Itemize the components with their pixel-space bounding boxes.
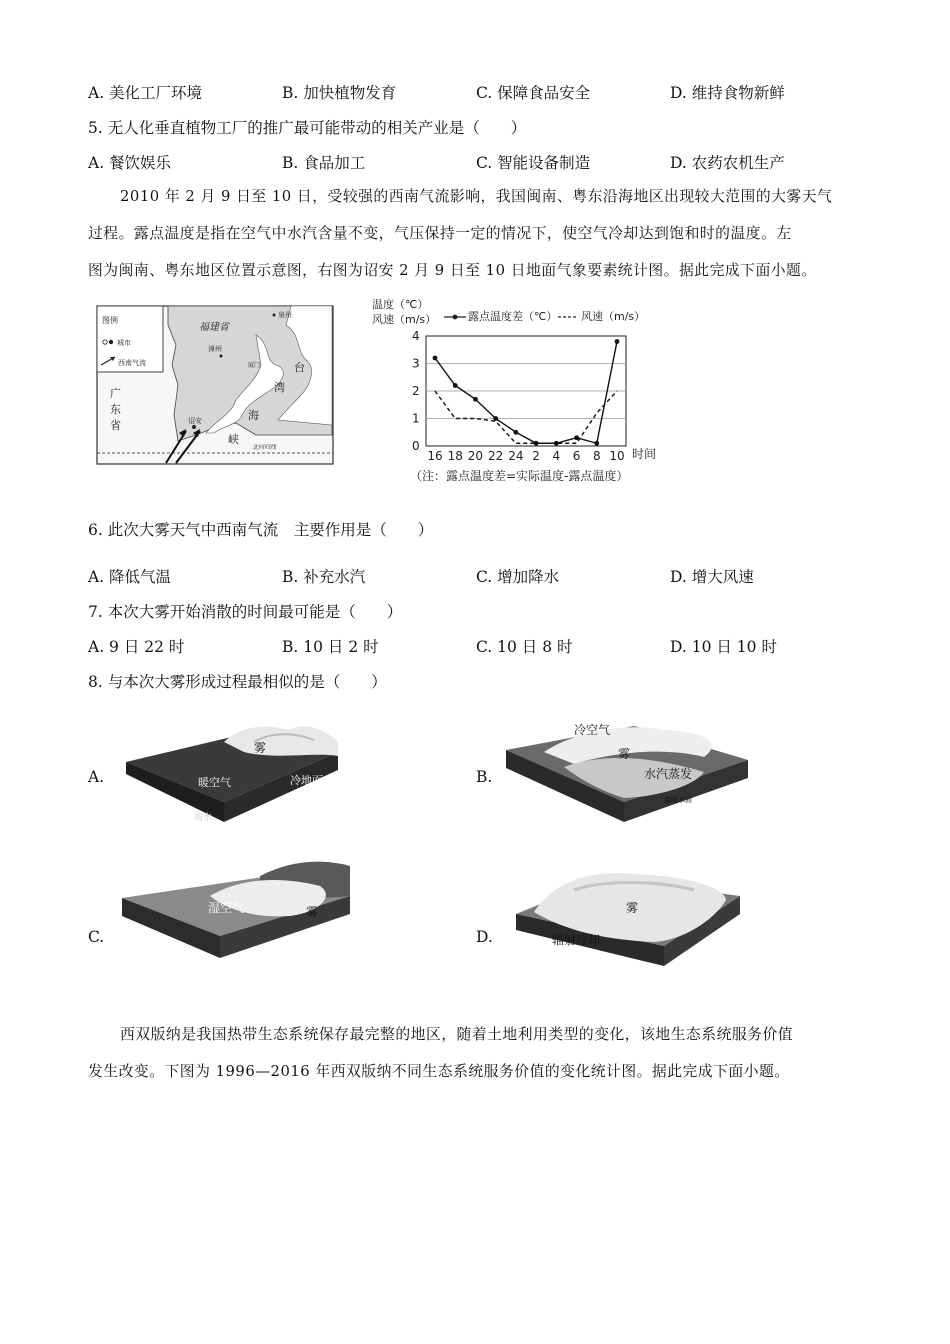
q7-option-c: C. 10 日 8 时: [476, 638, 573, 656]
x-tick-label: 4: [552, 449, 561, 463]
passage-fog-line-1: 2010 年 2 月 9 日至 10 日，受较强的西南气流影响，我国闽南、粤东沿海地区出现较大范围的大雾天气: [120, 188, 833, 205]
q7-option-a: A. 9 日 22 时: [88, 638, 185, 656]
wind-speed-line: [435, 391, 617, 443]
chart-note: （注：露点温度差=实际温度-露点温度）: [410, 469, 629, 483]
scene-a-sea: 海水: [194, 813, 213, 823]
q4-option-d: D. 维持食物新鲜: [670, 84, 785, 102]
y-tick-label: 3: [412, 356, 420, 371]
y-tick-label: 4: [412, 329, 420, 343]
passage-fog-line-2: 过程。露点温度是指在空气中水汽含量不变，气压保持一定的情况下，使空气冷却达到饱和时的温度。左: [88, 225, 792, 242]
map-label-strait-2: 湾: [274, 381, 285, 394]
q5-option-b: B. 食品加工: [282, 154, 366, 172]
y-tick-label: 0: [412, 439, 420, 453]
x-tick-label: 20: [467, 449, 484, 463]
q7-stem: 7. 本次大雾开始消散的时间最可能是（ ）: [88, 603, 403, 621]
q7-option-d: D. 10 日 10 时: [670, 638, 777, 656]
x-tick-label: 6: [572, 449, 581, 463]
dewpoint-point: [433, 356, 438, 361]
q8-option-d: D.: [476, 928, 493, 946]
scene-b-evap: 水汽蒸发: [644, 767, 693, 781]
dewpoint-point: [513, 430, 518, 435]
passage-xsbn-line-2: 发生改变。下图为 1996—2016 年西双版纳不同生态系统服务价值的变化统计图。据此完成下面小题。: [88, 1063, 790, 1080]
map-legend-city: 城市: [117, 339, 131, 347]
map-label-strait-1: 台: [294, 361, 305, 374]
q6-stem: 6. 此次大雾天气中西南气流 主要作用是（ ）: [88, 521, 434, 539]
q5-option-a: A. 餐饮娱乐: [88, 154, 172, 172]
q7-option-b: B. 10 日 2 时: [282, 638, 379, 656]
chart-xlabel: 时间: [632, 447, 657, 461]
q6-option-b: B. 补充水汽: [282, 568, 366, 586]
x-tick-label: 22: [488, 449, 504, 463]
dewpoint-point: [493, 416, 498, 421]
q5-option-c: C. 智能设备制造: [476, 154, 591, 172]
x-tick-label: 10: [609, 449, 625, 463]
q6-option-a: A. 降低气温: [88, 568, 172, 586]
dewpoint-diff-line: [435, 342, 617, 444]
q8-option-c: C.: [88, 928, 105, 946]
q4-option-c: C. 保障食品安全: [476, 84, 591, 102]
map-label-zhangzhou: 漳州: [208, 345, 222, 353]
scene-c-moist-air: 湿空气: [208, 901, 245, 915]
x-tick-label: 24: [508, 449, 524, 463]
legend-wind: 风速（m/s）: [581, 310, 646, 323]
dewpoint-point: [594, 441, 599, 446]
y-tick-label: 2: [412, 384, 420, 398]
city-dot-icon: [109, 340, 113, 344]
q6-option-c: C. 增加降水: [476, 568, 560, 586]
dewpoint-point: [574, 435, 579, 440]
map-label-xiamen: 厦门: [248, 362, 261, 369]
x-tick-label: 8: [592, 449, 601, 463]
location-map: [96, 305, 334, 465]
scene-a-cold-ground: 冷地面: [290, 774, 323, 787]
dewpoint-point: [473, 397, 478, 402]
q5-option-d: D. 农药农机生产: [670, 154, 785, 172]
scene-a-warm-air: 暖空气: [198, 776, 231, 789]
map-label-fujian: 福建省: [199, 322, 229, 333]
plot-area: [412, 329, 626, 463]
scene-d-radiation: 辐射冷却: [552, 933, 601, 947]
passage-xsbn-line-1: 西双版纳是我国热带生态系统保存最完整的地区，随着土地利用类型的变化，该地生态系统服务价值: [120, 1026, 794, 1043]
map-label-tropic: 北回归线: [252, 444, 277, 451]
passage-xishuangbanna: [88, 1016, 868, 1090]
scene-c-fog: 雾: [306, 905, 319, 919]
scene-d-fog: 雾: [626, 901, 639, 915]
map-label-quanzhou: 泉州: [278, 311, 292, 319]
map-label-strait-4: 峡: [228, 433, 239, 446]
scene-b-fog: 雾: [618, 747, 631, 761]
q5-stem: 5. 无人化垂直植物工厂的推广最可能带动的相关产业是（ ）: [88, 119, 527, 137]
y-tick-label: 1: [412, 411, 420, 426]
scene-a-fog: 雾: [254, 741, 267, 755]
dewpoint-point: [615, 339, 620, 344]
map-legend-title: 图例: [102, 316, 118, 325]
scene-c-upslope-fog: [120, 856, 352, 976]
passage-fog: [88, 178, 868, 289]
map-legend-wind: 西南气流: [118, 359, 146, 367]
dewpoint-point: [453, 383, 458, 388]
weather-chart: [370, 296, 670, 490]
map-label-guangdong-3: 省: [110, 419, 121, 432]
scene-a-advection-fog: [124, 712, 340, 830]
scene-b-water: 温暖水面: [664, 796, 692, 804]
chart-ylabel-bottom: 风速（m/s）: [372, 313, 437, 326]
x-tick-label: 16: [427, 449, 443, 463]
passage-fog-line-3: 图为闽南、粤东地区位置示意图，右图为诏安 2 月 9 日至 10 日地面气象要素统计图。据此完成下面小题。: [88, 262, 817, 279]
x-tick-label: 18: [447, 449, 463, 463]
scene-b-evaporation-fog: [504, 712, 750, 834]
chart-ylabel-top: 温度（℃）: [372, 298, 429, 311]
q8-stem: 8. 与本次大雾形成过程最相似的是（ ）: [88, 673, 387, 691]
scene-b-cold-air: 冷空气: [574, 723, 611, 737]
scene-d-radiation-fog: [514, 860, 742, 978]
q4-option-a: A. 美化工厂环境: [88, 84, 203, 102]
legend-dewpoint: 露点温度差（℃）: [468, 310, 558, 323]
q8-option-a: A.: [88, 768, 105, 786]
q8-option-b: B.: [476, 768, 493, 786]
map-label-guangdong-1: 广: [110, 387, 121, 400]
map-label-strait-3: 海: [248, 409, 259, 422]
map-label-guangdong-2: 东: [110, 403, 121, 416]
map-label-zhaoan: 诏安: [188, 417, 202, 425]
x-tick-label: 2: [532, 449, 540, 463]
q6-option-d: D. 增大风速: [670, 568, 754, 586]
q4-option-b: B. 加快植物发育: [282, 84, 397, 102]
